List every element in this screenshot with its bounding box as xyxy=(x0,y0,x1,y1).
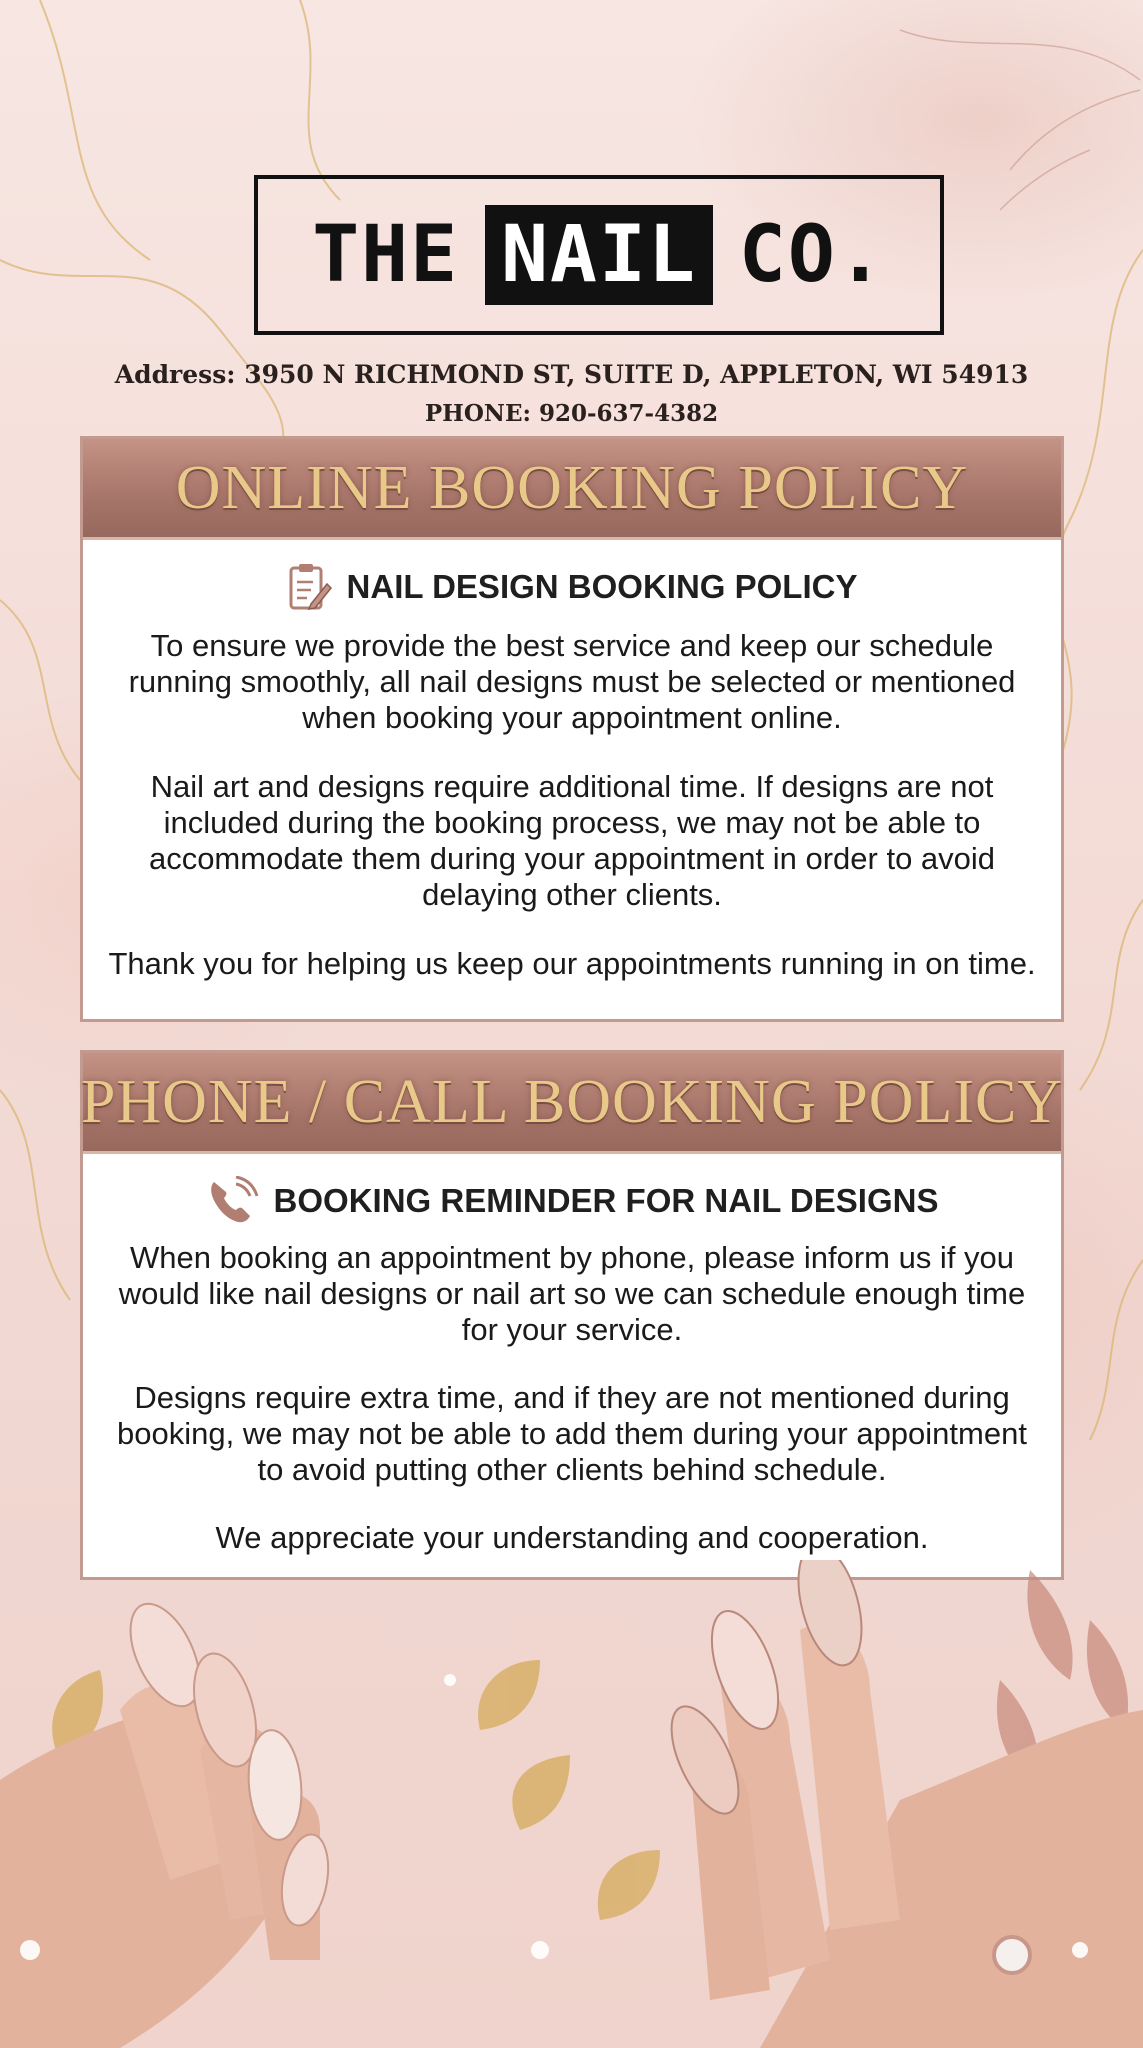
phone-booking-heading xyxy=(83,1176,1061,1226)
phone-text: PHONE: 920-637-4382 xyxy=(424,400,719,427)
online-paragraph-1: To ensure we provide the best service and keep our schedule running smoothly, all nail designs must be selected or mentioned when booking your appointment online. xyxy=(128,628,1016,735)
phone-booking-banner: PHONE / CALL BOOKING POLICY xyxy=(83,1053,1061,1154)
online-booking-heading xyxy=(83,562,1061,612)
phone-paragraph-3: We appreciate your understanding and cooperation. xyxy=(215,1520,929,1555)
logo-text-nail: NAIL xyxy=(485,205,713,305)
logo xyxy=(254,175,944,335)
phone-paragraph-1: When booking an appointment by phone, please inform us if you would like nail designs or nail art so we can schedule enough time for your service. xyxy=(118,1240,1026,1347)
phone-ringing-icon xyxy=(206,1176,260,1226)
online-paragraph-3: Thank you for helping us keep our appointments running in on time. xyxy=(108,946,1036,981)
online-booking-heading-text: NAIL DESIGN BOOKING POLICY xyxy=(346,568,858,605)
address-text: Address: 3950 N RICHMOND ST, SUITE D, APPLETON, WI 54913 xyxy=(114,360,1029,389)
phone-booking-heading-text: BOOKING REMINDER FOR NAIL DESIGNS xyxy=(273,1182,939,1219)
logo-text-the: THE xyxy=(312,210,460,300)
online-paragraph-2: Nail art and designs require additional time. If designs are not included during the booking process, we may not be able to accommodate them during your appointment in order to avoid delaying other clients. xyxy=(148,769,996,912)
logo-text-co: CO. xyxy=(738,210,886,300)
phone-paragraph-2: Designs require extra time, and if they are not mentioned during booking, we may not be able to add them during your appointment to avoid putting other clients behind schedule. xyxy=(117,1380,1027,1487)
clipboard-pencil-icon xyxy=(287,562,333,612)
manicured-hands-illustration xyxy=(0,1560,1143,2048)
online-booking-card xyxy=(80,436,1064,1022)
online-booking-banner: ONLINE BOOKING POLICY xyxy=(83,439,1061,540)
phone-booking-card xyxy=(80,1050,1064,1580)
